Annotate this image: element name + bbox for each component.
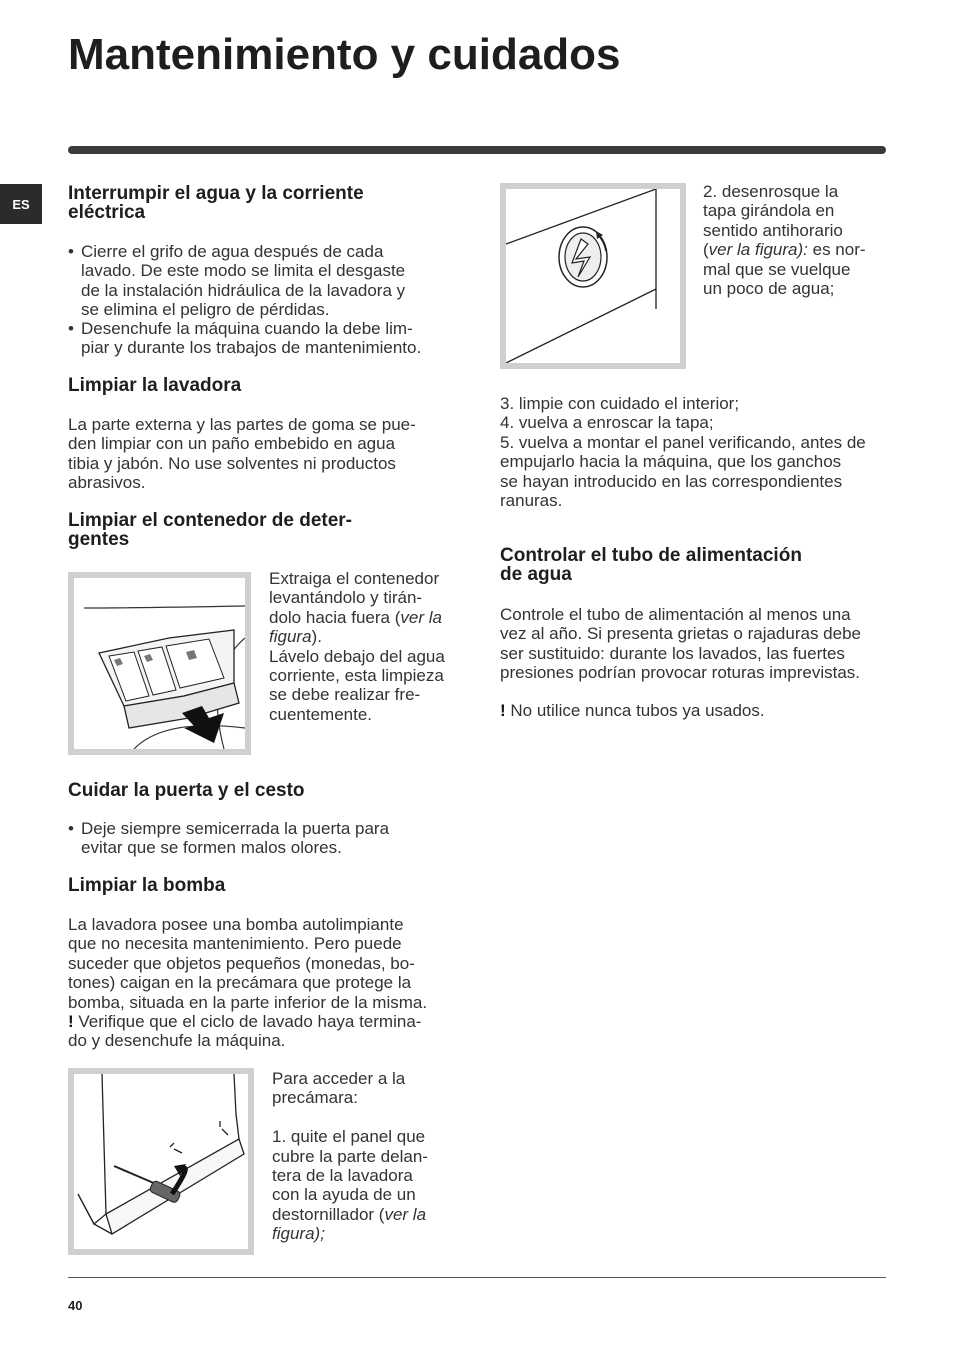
heading-limpiar-bomba: Limpiar la bomba bbox=[68, 875, 226, 896]
text-line: empujarlo hacia la máquina, que los ganchos bbox=[500, 452, 842, 472]
steps-paragraph bbox=[500, 394, 886, 510]
text-line: 4. vuelva a enroscar la tapa; bbox=[500, 413, 714, 433]
text-line: lavado. De este modo se limita el desgaste bbox=[81, 261, 406, 281]
text-line: 1. quite el panel que bbox=[272, 1127, 426, 1147]
heading-line: de agua bbox=[500, 564, 572, 585]
heading-line: Interrumpir el agua y la corriente bbox=[68, 183, 364, 204]
pump-cap-illustration bbox=[506, 189, 680, 363]
paragraph bbox=[68, 415, 416, 493]
text-line: Desenchufe la máquina cuando la debe lim- bbox=[81, 319, 413, 338]
text-line: La lavadora posee una bomba autolimpiante bbox=[68, 915, 404, 934]
text-line: evitar que se formen malos olores. bbox=[81, 838, 342, 858]
text-span: ). bbox=[311, 627, 322, 647]
text-line: Para acceder a la bbox=[272, 1069, 406, 1088]
text-line: Deje siempre semicerrada la puerta para bbox=[81, 819, 390, 838]
warning-line bbox=[500, 701, 765, 720]
text-line: tapa girándola en bbox=[703, 201, 835, 221]
pump-panel-figure bbox=[68, 1068, 254, 1255]
list-item bbox=[68, 242, 458, 322]
text-line bbox=[272, 1205, 456, 1224]
text-line: tibia y jabón. No use solventes ni productos bbox=[68, 453, 396, 473]
text-line: con la ayuda de un bbox=[272, 1185, 416, 1205]
text-line: precámara: bbox=[272, 1088, 358, 1108]
text-line: tera de la lavadora bbox=[272, 1166, 413, 1186]
text-line: levantándolo y tirán- bbox=[269, 588, 423, 608]
text-span: dolo hacia fuera ( bbox=[269, 607, 401, 627]
text-span: ver la bbox=[400, 607, 442, 627]
text-line: ser sustituido: durante los lavados, las fuertes bbox=[500, 643, 845, 663]
heading-limpiar-contenedor bbox=[68, 511, 352, 549]
text-line: que no necesita mantenimiento. Pero puede bbox=[68, 934, 402, 954]
text-line: den limpiar con un paño embebido en agua bbox=[68, 434, 396, 454]
text-span: ); bbox=[314, 1224, 325, 1244]
title-rule bbox=[68, 146, 886, 154]
warning-mark: ! bbox=[500, 701, 506, 720]
text-line: sentido antihorario bbox=[703, 220, 843, 240]
text-line: 2. desenrosque la bbox=[703, 182, 839, 201]
text-line: piar y durante los trabajos de mantenimiento. bbox=[81, 338, 422, 358]
paragraph bbox=[500, 605, 886, 683]
text-line: se elimina el peligro de pérdidas. bbox=[81, 300, 330, 320]
page-title: Mantenimiento y cuidados bbox=[68, 30, 621, 79]
warning-line bbox=[68, 1012, 427, 1031]
paragraph bbox=[703, 182, 887, 298]
warning-mark: ! bbox=[68, 1012, 74, 1032]
text-line: Cierre el grifo de agua después de cada bbox=[81, 242, 384, 261]
text-line: corriente, esta limpieza bbox=[269, 666, 444, 686]
list-item bbox=[68, 819, 458, 859]
heading-line: eléctrica bbox=[68, 202, 146, 223]
text-line: Lávelo debajo del agua bbox=[269, 646, 445, 666]
text-line: La parte externa y las partes de goma se pue- bbox=[68, 415, 416, 434]
heading-controlar-tubo bbox=[500, 546, 802, 584]
paragraph bbox=[272, 1069, 456, 1244]
text-span: figura bbox=[272, 1224, 315, 1244]
list-item bbox=[68, 319, 458, 359]
text-span: es nor- bbox=[807, 240, 866, 260]
detergent-drawer-figure bbox=[68, 572, 251, 755]
text-line: se hayan introducido en las correspondientes bbox=[500, 471, 843, 491]
bullet-mark: • bbox=[68, 819, 74, 838]
text-line: bomba, situada en la parte inferior de la misma. bbox=[68, 992, 428, 1012]
text-line: suceder que objetos pequeños (monedas, bo- bbox=[68, 953, 415, 973]
text-span: figura bbox=[269, 627, 312, 647]
text-span: ver la bbox=[384, 1204, 427, 1224]
heading-cuidar-puerta: Cuidar la puerta y el cesto bbox=[68, 780, 305, 801]
pump-panel-illustration bbox=[74, 1074, 248, 1249]
bullet-mark: • bbox=[68, 242, 74, 261]
heading-line: Limpiar el contenedor de deter- bbox=[68, 510, 352, 531]
text-line: abrasivos. bbox=[68, 473, 146, 493]
text-span: ( bbox=[703, 240, 709, 260]
text-line: cuentemente. bbox=[269, 704, 373, 724]
text-span: Verifique que el ciclo de lavado haya termina- bbox=[73, 1012, 422, 1032]
language-tab: ES bbox=[0, 184, 42, 224]
text-line: 3. limpie con cuidado el interior; bbox=[500, 394, 740, 413]
text-span: No utilice nunca tubos ya usados. bbox=[505, 701, 765, 720]
text-line: cubre la parte delan- bbox=[272, 1146, 428, 1166]
heading-line: gentes bbox=[68, 529, 130, 550]
detergent-drawer-illustration bbox=[74, 578, 245, 749]
heading-limpiar-lavadora: Limpiar la lavadora bbox=[68, 375, 242, 396]
text-line bbox=[703, 240, 887, 259]
text-line: do y desenchufe la máquina. bbox=[68, 1031, 286, 1051]
heading-line: Controlar el tubo de alimentación bbox=[500, 545, 802, 566]
pump-cap-figure bbox=[500, 183, 686, 369]
text-line: presiones podrían provocar roturas imprevistas. bbox=[500, 663, 860, 683]
text-line: Extraiga el contenedor bbox=[269, 569, 440, 588]
text-line: ranuras. bbox=[500, 491, 563, 511]
text-span: destornillador ( bbox=[272, 1204, 385, 1224]
text-line: se debe realizar fre- bbox=[269, 685, 421, 705]
text-line: 5. vuelva a montar el panel verificando, antes de bbox=[500, 432, 866, 452]
text-line: un poco de agua; bbox=[703, 279, 835, 299]
text-line bbox=[269, 608, 455, 627]
text-span: ): bbox=[797, 240, 808, 260]
heading-interrumpir bbox=[68, 184, 364, 222]
text-line: mal que se vuelque bbox=[703, 259, 851, 279]
text-span: ver la figura bbox=[708, 240, 798, 260]
text-line: de la instalación hidráulica de la lavadora y bbox=[81, 280, 406, 300]
paragraph bbox=[269, 569, 455, 724]
footer-rule bbox=[68, 1277, 886, 1278]
text-line bbox=[269, 627, 455, 646]
text-line bbox=[272, 1224, 456, 1243]
text-line: tones) caigan en la precámara que protege la bbox=[68, 973, 412, 993]
text-line: vez al año. Si presenta grietas o rajaduras debe bbox=[500, 624, 862, 644]
page-number: 40 bbox=[68, 1298, 83, 1313]
paragraph bbox=[68, 915, 427, 1051]
text-line: Controle el tubo de alimentación al menos una bbox=[500, 605, 851, 624]
bullet-mark: • bbox=[68, 319, 74, 338]
